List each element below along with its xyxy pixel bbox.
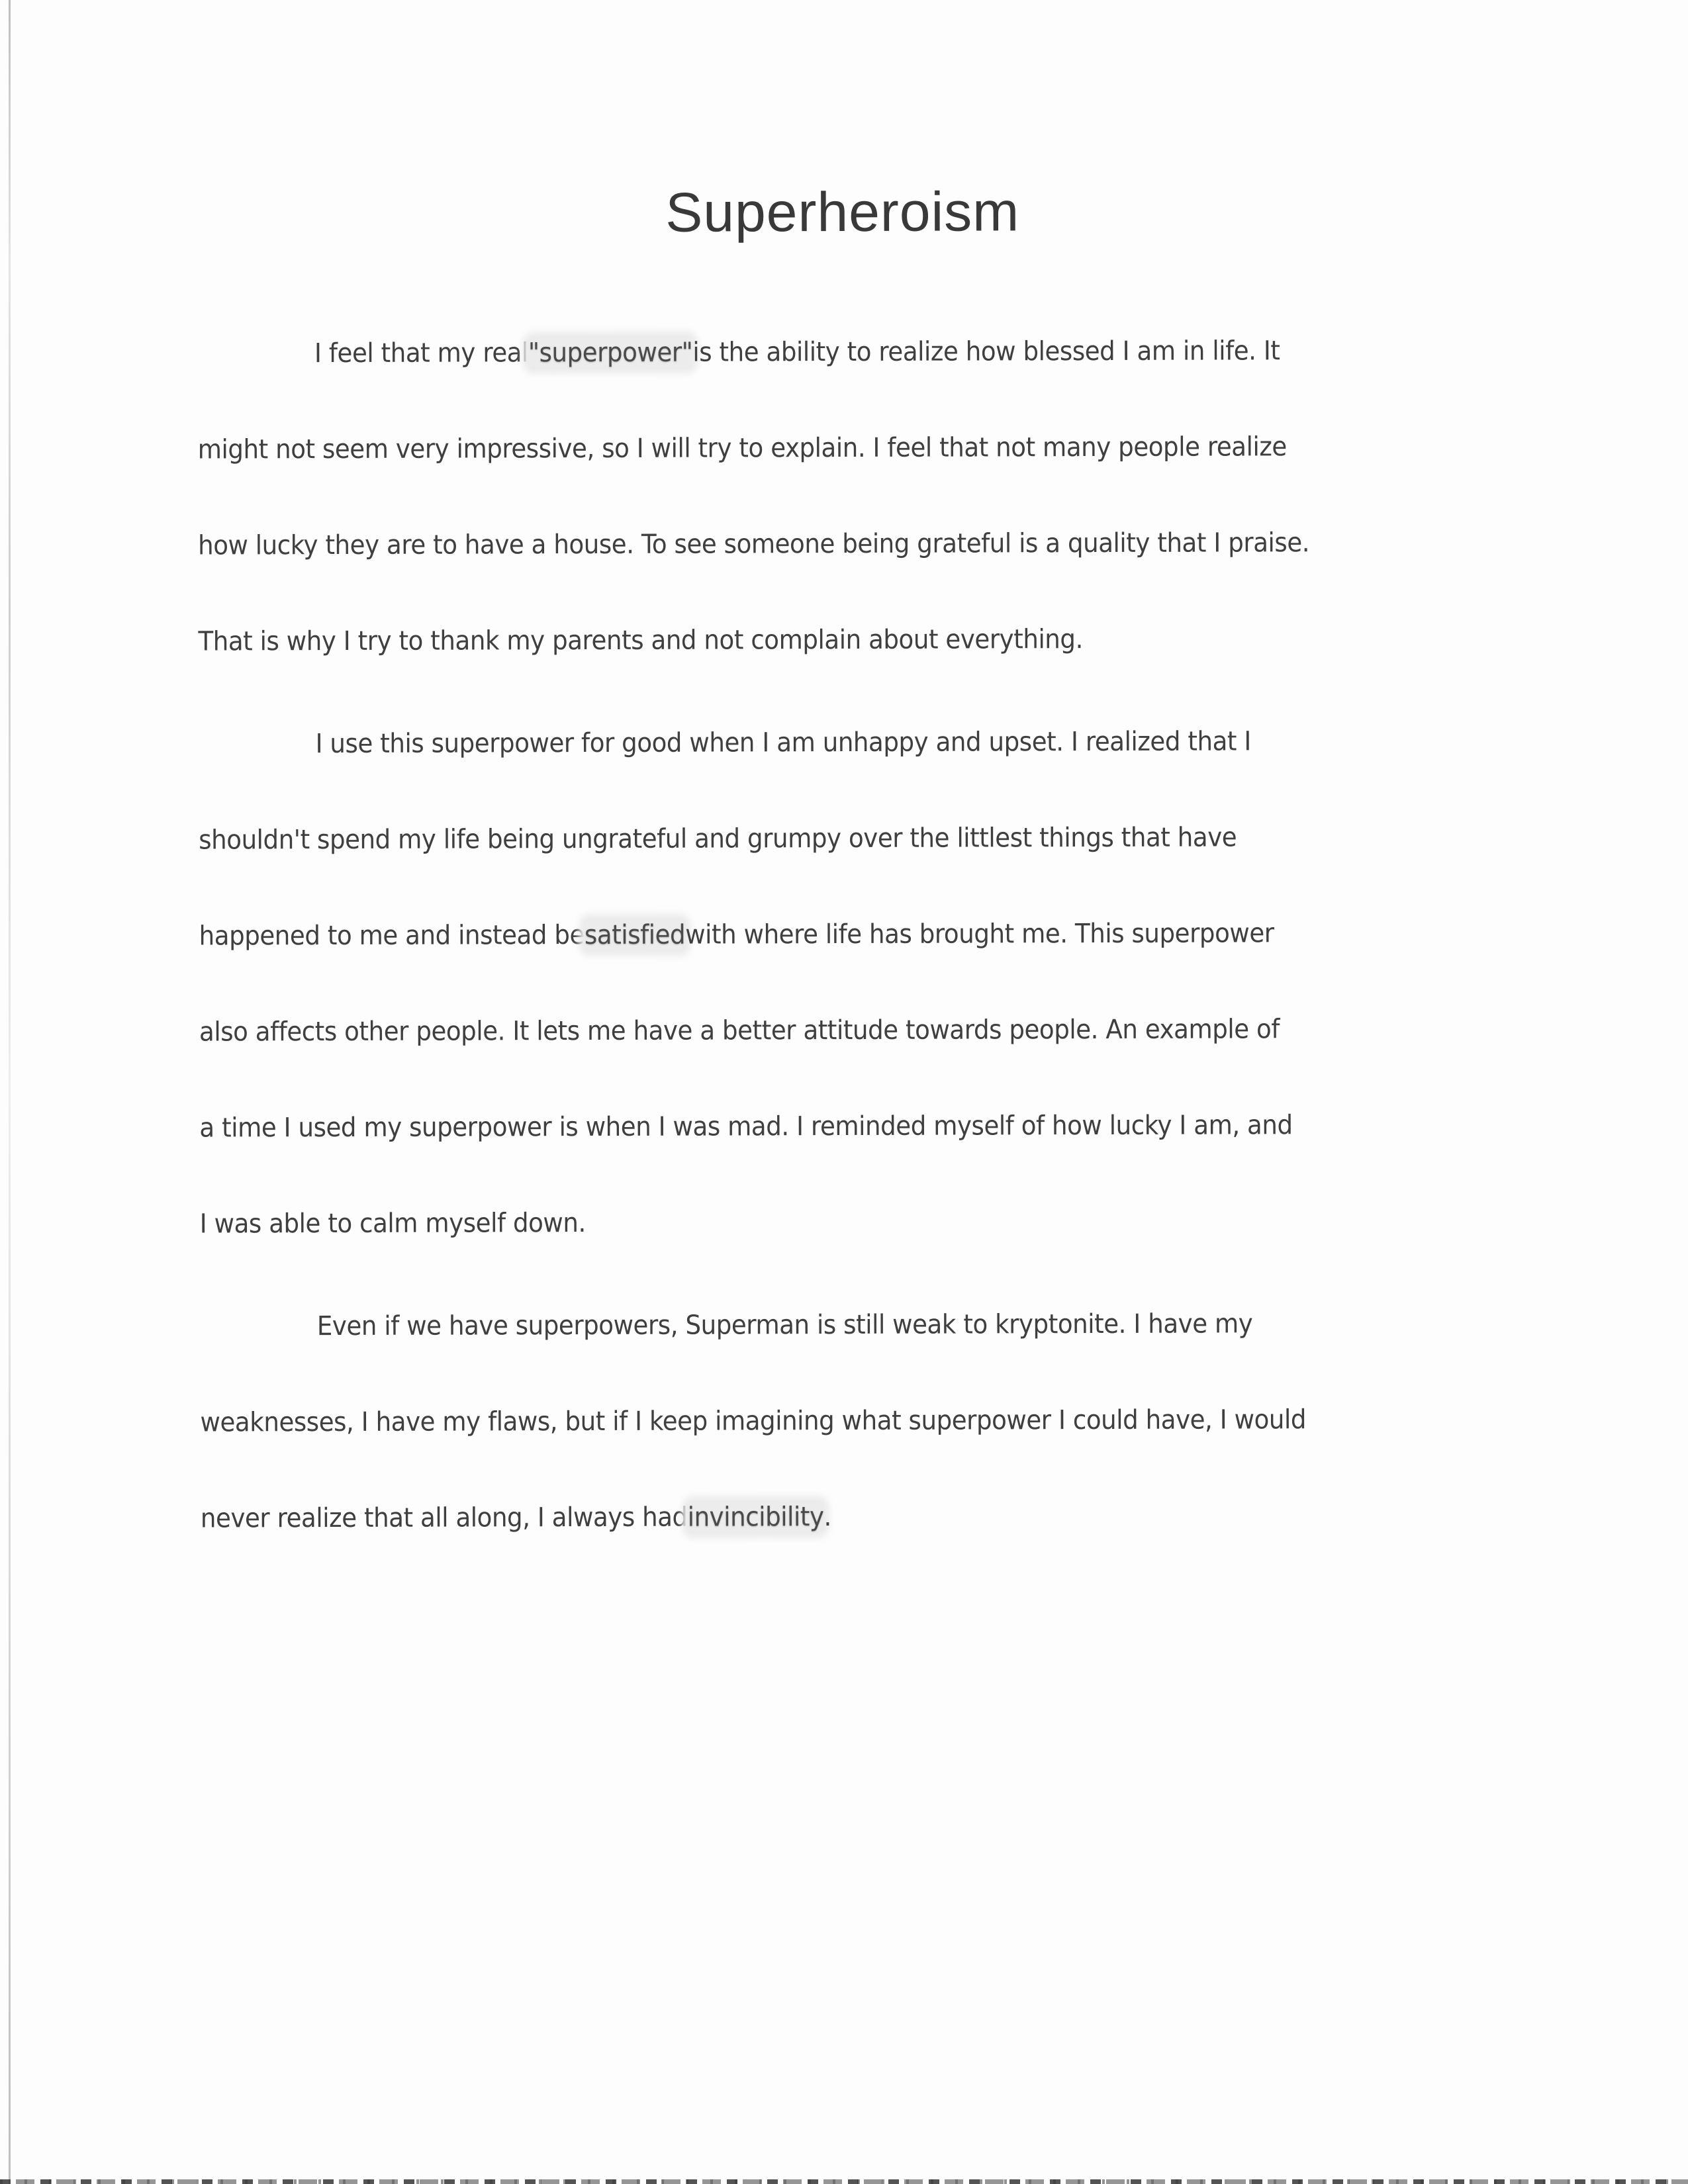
smudged-word: invincibility: [687, 1501, 824, 1533]
essay-line: I feel that my real "superpower" is the ability to realize how blessed I am in life. It: [314, 335, 1280, 369]
essay-line: a time I used my superpower is when I was mad. I reminded myself of how lucky I am, and: [199, 1109, 1293, 1144]
essay-title: Superheroism: [665, 180, 1020, 244]
essay-line: I was able to calm myself down.: [199, 1207, 586, 1240]
smudged-word: "superpower": [528, 337, 693, 368]
essay-line: never realize that all along, I always had invincibility .: [200, 1501, 831, 1534]
paragraph-2: [199, 692, 1610, 1272]
paragraph-1: [197, 302, 1609, 690]
essay-line: happened to me and instead be satisfied with where life has brought me. This superpower: [199, 917, 1274, 952]
essay-line: also affects other people. It lets me have a better attitude towards people. An example of: [199, 1013, 1280, 1048]
essay-line: how lucky they are to have a house. To see someone being grateful is a quality that I praise.: [197, 527, 1310, 561]
essay-line: Even if we have superpowers, Superman is still weak to kryptonite. I have my: [316, 1308, 1253, 1342]
essay-body: [0, 302, 1688, 1567]
essay-line: might not seem very impressive, so I will try to explain. I feel that not many people realize: [197, 431, 1287, 465]
smudged-word: satisfied: [584, 919, 686, 950]
scan-bottom-artifact: [0, 2179, 1688, 2184]
essay-line: That is why I try to thank my parents and not complain about everything.: [198, 623, 1083, 657]
essay-line: weaknesses, I have my flaws, but if I keep imagining what superpower I could have, I would: [200, 1404, 1307, 1438]
essay-line: I use this superpower for good when I am unhappy and upset. I realized that I: [315, 725, 1251, 759]
essay-line: shouldn't spend my life being ungrateful and grumpy over the littlest things that have: [199, 821, 1237, 856]
paragraph-3: [200, 1275, 1611, 1567]
